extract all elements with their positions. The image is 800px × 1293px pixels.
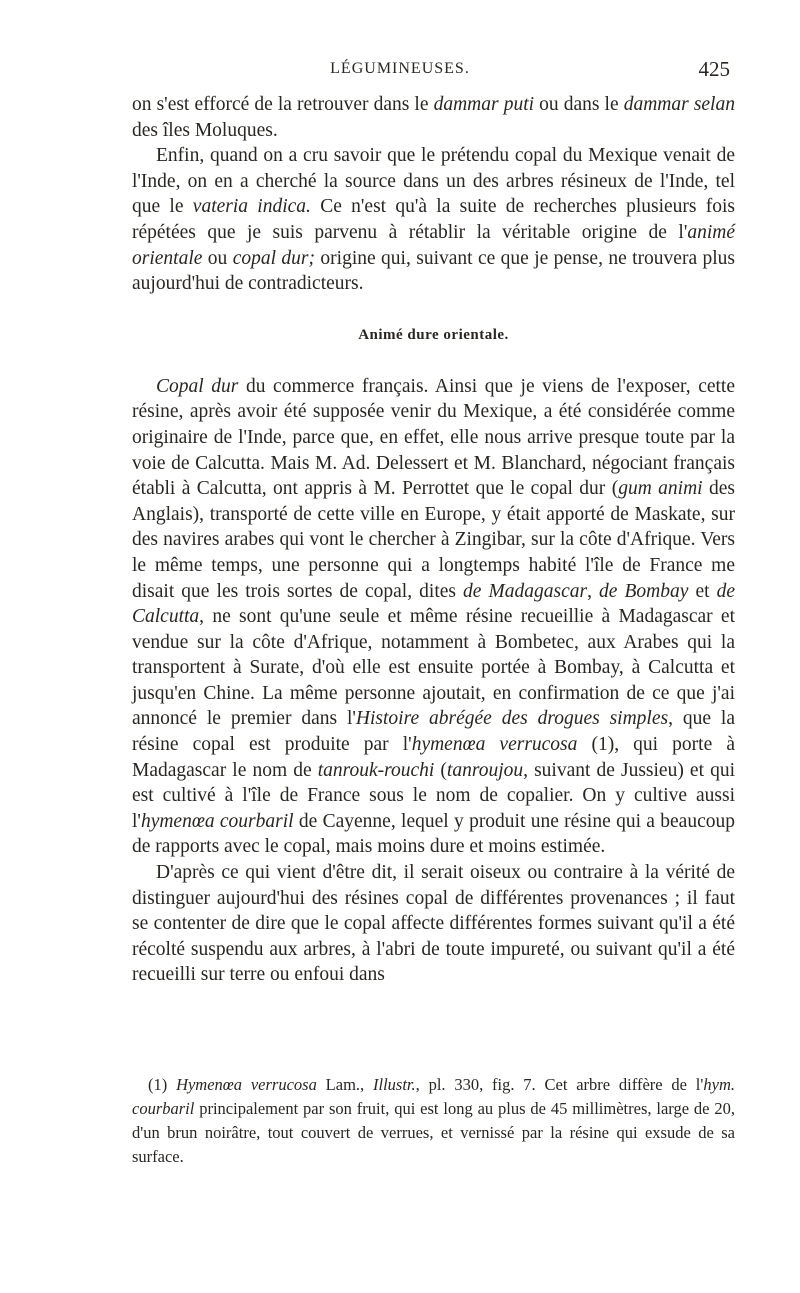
italic-term: Illustr. <box>372 1075 416 1094</box>
running-title: LÉGUMINEUSES. <box>330 60 470 77</box>
text-run: des Anglais), transporté de cette ville en Europe, y était apporté de Maskate, sur des navires arabes qui vont le chercher à Zingibar, sur la côte d'Afrique. Vers le même temps, une personne qui a longtemps habité l'île de France me disait que les trois sortes de copal, dites <box>132 478 735 602</box>
page-number: 425 <box>698 57 730 81</box>
italic-term: de Bombay <box>599 580 689 602</box>
italic-term: hym. courbaril <box>132 1075 735 1118</box>
italic-term: tanroujou <box>446 759 524 781</box>
text-run: origine qui, suivant ce que je pense, ne trouvera plus aujourd'hui de contradicteurs. <box>132 247 736 295</box>
footnote-block <box>132 1073 735 1169</box>
section-heading: Animé dure orientale. <box>358 326 509 343</box>
text-run: ou <box>202 247 233 269</box>
text-run: Ce n'est qu'à la suite de recherches plusieurs fois répétées que je suis parvenu à rétablir la véritable origine de l' <box>132 196 736 243</box>
italic-term: gum animi <box>618 478 703 500</box>
text-run: , <box>587 580 600 602</box>
text-run: ou dans le <box>534 94 624 115</box>
running-head <box>0 57 800 86</box>
italic-term: Histoire abrégée des drogues simples <box>355 708 669 730</box>
text-run: du commerce français. Ainsi que je viens de l'exposer, cette résine, après avoir été supposée venir du Mexique, a été considérée comme originaire de l'Inde, parce que, en effet, elle nous arrive presque toute par la voie de Calcutta. Mais M. Ad. Delessert et M. Blanchard, négociant français établi à Calcutta, ont appris à M. Perrottet que le copal dur ( <box>132 375 735 500</box>
italic-term: Hymenœa verrucosa <box>176 1075 317 1094</box>
text-run: principalement par son fruit, qui est long au plus de 45 millimètres, large de 20, d'un brun noirâtre, tout couvert de verrues, et vernissé par la résine qui exsude de sa surface. <box>132 1099 735 1166</box>
text-run: on s'est efforcé de la retrouver dans le <box>132 94 434 115</box>
text-run: de Cayenne, lequel y produit une résine qui a beaucoup de rapports avec le copal, mais moins dure et moins estimée. <box>132 810 735 858</box>
text-run: et <box>688 580 717 602</box>
text-run: , pl. 330, fig. 7. Cet arbre diffère de l' <box>415 1075 704 1094</box>
paragraph-4 <box>132 860 735 988</box>
paragraph-3 <box>132 374 735 860</box>
italic-term: animé orientale <box>132 221 735 269</box>
text-run: , que la résine copal est produite par l' <box>132 708 735 756</box>
text-run: , suivant de Jussieu) et qui est cultivé à l'île de France sous le nom de copalier. On y cultive aussi l' <box>132 759 736 832</box>
italic-term: tanrouk-rouchi <box>317 759 435 781</box>
text-run: des îles Moluques. <box>132 119 278 141</box>
paragraph-2 <box>132 143 735 297</box>
italic-term: copal dur; <box>232 247 316 269</box>
text-run: , ne sont qu'une seule et même résine recueillie à Madagascar et vendue sur la côte d'Afrique, notamment à Bombetec, aux Arabes qui la transportent à Surate, d'où elle est ensuite portée à Bombay, à Calcutta et jusqu'en Chine. La même personne ajoutait, en confirmation de ce que j'ai annoncé le premier dans l' <box>132 606 735 730</box>
footnote-1 <box>132 1073 735 1169</box>
italic-term: hymenœa courbaril <box>140 810 294 832</box>
italic-term: dammar selan <box>623 94 735 115</box>
text-run: Enfin, quand on a cru savoir que le prétendu copal du Mexique venait de l'Inde, on en a cherché la source dans un des arbres résineux de l'Inde, tel que le <box>132 145 735 218</box>
italic-term: de Calcutta <box>132 580 736 628</box>
paragraph-1 <box>132 92 735 143</box>
text-run: (1), qui porte à Madagascar le nom de <box>132 734 735 781</box>
italic-term: hymenœa verrucosa <box>411 734 578 756</box>
text-run: Lam., <box>316 1075 373 1094</box>
text-run: ( <box>434 759 447 781</box>
text-run: D'après ce qui vient d'être dit, il serait oiseux ou contraire à la vérité de distinguer aujourd'hui des résines copal de différentes provenances ; il faut se contenter de dire que le copal affecte différentes formes suivant qu'il a été récolté suspendu aux arbres, à l'abri de toute impureté, ou suivant qu'il a été recueilli sur terre ou enfoui dans <box>132 862 735 986</box>
italic-term: vateria indica. <box>192 196 311 218</box>
italic-term: dammar puti <box>433 94 535 115</box>
body-text <box>132 92 735 988</box>
footnote-marker: (1) <box>148 1075 177 1094</box>
italic-term: Copal dur <box>156 375 239 397</box>
italic-term: de Madagascar <box>463 580 588 602</box>
